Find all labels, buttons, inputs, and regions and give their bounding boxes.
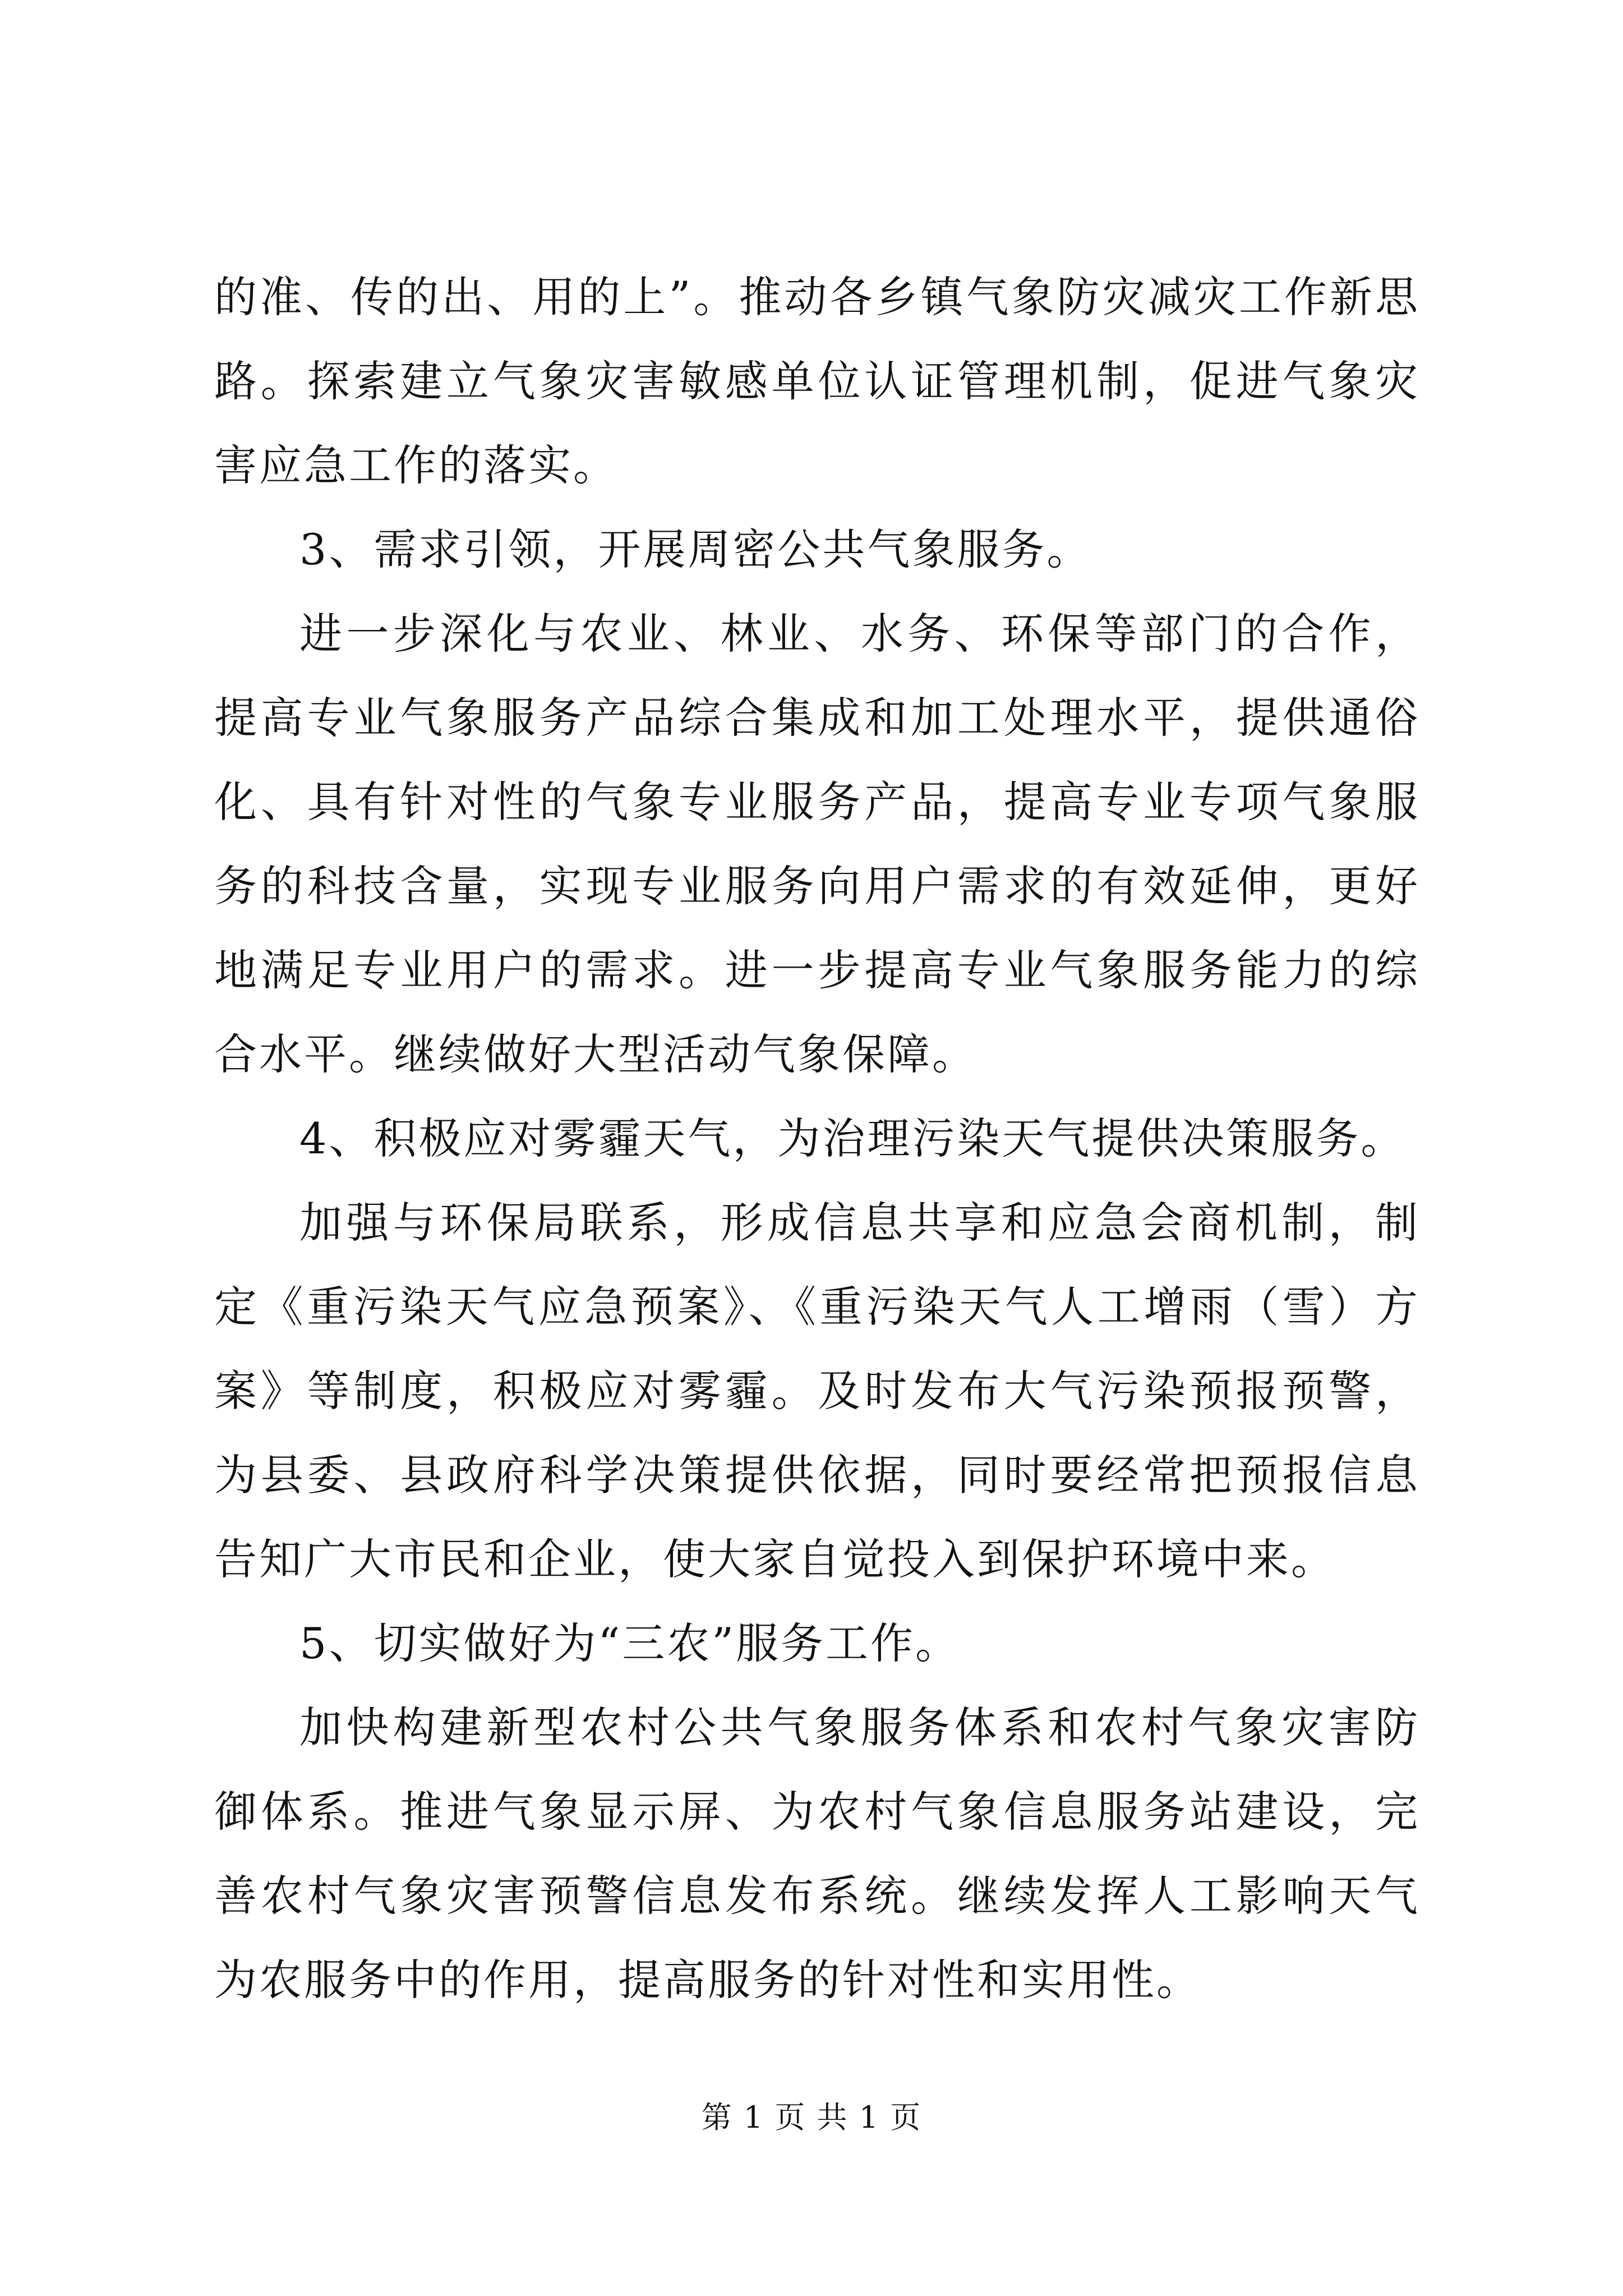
paragraph-item-3-body: 进一步深化与农业、林业、水务、环保等部门的合作，提高专业气象服务产品综合集成和加工处理水平，提供通俗化、具有针对性的气象专业服务产品，提高专业专项气象服务的科技含量，实现专业服务向用户需求的有效延伸，更好地满足专业用户的需求。进一步提高专业气象服务能力的综合水平。继续做好大型活动气象保障。 (214, 609, 1420, 1079)
heading-item-3: 3、需求引领，开展周密公共气象服务。 (299, 524, 1092, 574)
page-number-footer: 第 1 页 共 1 页 (701, 2100, 922, 2135)
paragraph-continuation: 的准、传的出、用的上”。推动各乡镇气象防灾减灾工作新思路。探索建立气象灾害敏感单位认证管理机制，促进气象灾害应急工作的落实。 (214, 272, 1420, 490)
heading-item-5: 5、切实做好为“三农”服务工作。 (299, 1618, 961, 1668)
heading-item-4: 4、积极应对雾霾天气，为治理污染天气提供决策服务。 (299, 1114, 1406, 1163)
document-body (214, 255, 1420, 2022)
paragraph-item-4-body: 加强与环保局联系，形成信息共享和应急会商机制，制定《重污染天气应急预案》、《重污染天气人工增雨（雪）方案》等制度，积极应对雾霾。及时发布大气污染预报预警，为县委、县政府科学决策提供依据，同时要经常把预报信息告知广大市民和企业，使大家自觉投入到保护环境中来。 (214, 1198, 1420, 1584)
paragraph-item-5-body: 加快构建新型农村公共气象服务体系和农村气象灾害防御体系。推进气象显示屏、为农村气象信息服务站建设，完善农村气象灾害预警信息发布系统。继续发挥人工影响天气为农服务中的作用，提高服务的针对性和实用性。 (214, 1703, 1420, 2005)
